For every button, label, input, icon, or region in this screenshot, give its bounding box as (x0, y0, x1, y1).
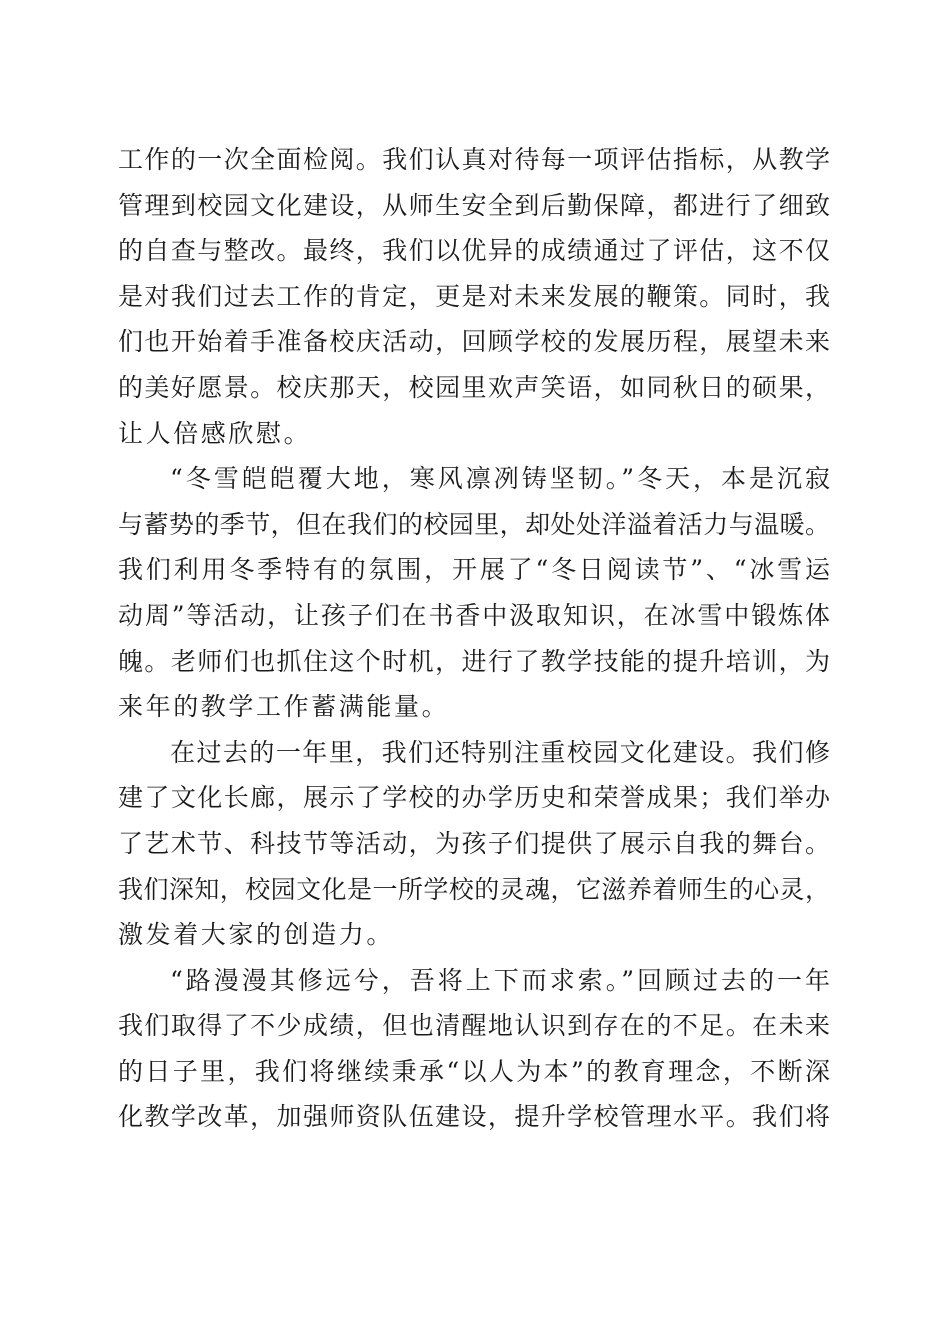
text-line: 我们取得了不少成绩，但也清醒地认识到存在的不足。在未来 (118, 1011, 830, 1041)
text-line: 化教学改革，加强师资队伍建设，提升学校管理水平。我们将 (118, 1102, 830, 1132)
text-line: 来年的教学工作蓄满能量。 (118, 692, 450, 722)
paragraph-future-outlook (118, 958, 830, 1140)
text-line: 工作的一次全面检阅。我们认真对待每一项评估指标，从教学 (118, 145, 830, 174)
text-line-first: “冬雪皑皑覆大地，寒风凛冽铸坚韧。”冬天，本是沉寂 (170, 464, 830, 494)
text-line: 与蓄势的季节，但在我们的校园里，却处处洋溢着活力与温暖。 (118, 509, 830, 539)
text-line-first: “路漫漫其修远兮，吾将上下而求索。”回顾过去的一年 (170, 965, 830, 995)
text-line: 们也开始着手准备校庆活动，回顾学校的发展历程，展望未来 (118, 327, 830, 357)
text-line: 管理到校园文化建设，从师生安全到后勤保障，都进行了细致 (118, 190, 830, 220)
text-line: 的日子里，我们将继续秉承“以人为本”的教育理念，不断深 (118, 1056, 830, 1086)
text-line: 是对我们过去工作的肯定，更是对未来发展的鞭策。同时，我 (118, 281, 830, 311)
text-line: 激发着大家的创造力。 (118, 920, 395, 950)
text-line-first: 在过去的一年里，我们还特别注重校园文化建设。我们修 (170, 737, 830, 767)
text-line: 了艺术节、科技节等活动，为孩子们提供了展示自我的舞台。 (118, 828, 830, 858)
text-line: 我们深知，校园文化是一所学校的灵魂，它滋养着师生的心灵， (118, 874, 830, 904)
text-line: 的自查与整改。最终，我们以优异的成绩通过了评估，这不仅 (118, 236, 830, 266)
text-line: 的美好愿景。校庆那天，校园里欢声笑语，如同秋日的硕果， (118, 372, 830, 402)
paragraph-campus-culture (118, 730, 830, 958)
text-line: 我们利用冬季特有的氛围，开展了“冬日阅读节”、“冰雪运 (118, 555, 830, 585)
text-line: 魄。老师们也抓住这个时机，进行了教学技能的提升培训，为 (118, 646, 830, 676)
text-line: 让人倍感欣慰。 (118, 418, 312, 448)
text-line: 动周”等活动，让孩子们在书香中汲取知识，在冰雪中锻炼体 (118, 600, 830, 630)
document-page (118, 137, 830, 1140)
paragraph-winter-activities (118, 456, 830, 730)
paragraph-autumn-assessment (118, 137, 830, 456)
text-line: 建了文化长廊，展示了学校的办学历史和荣誉成果；我们举办 (118, 783, 830, 813)
